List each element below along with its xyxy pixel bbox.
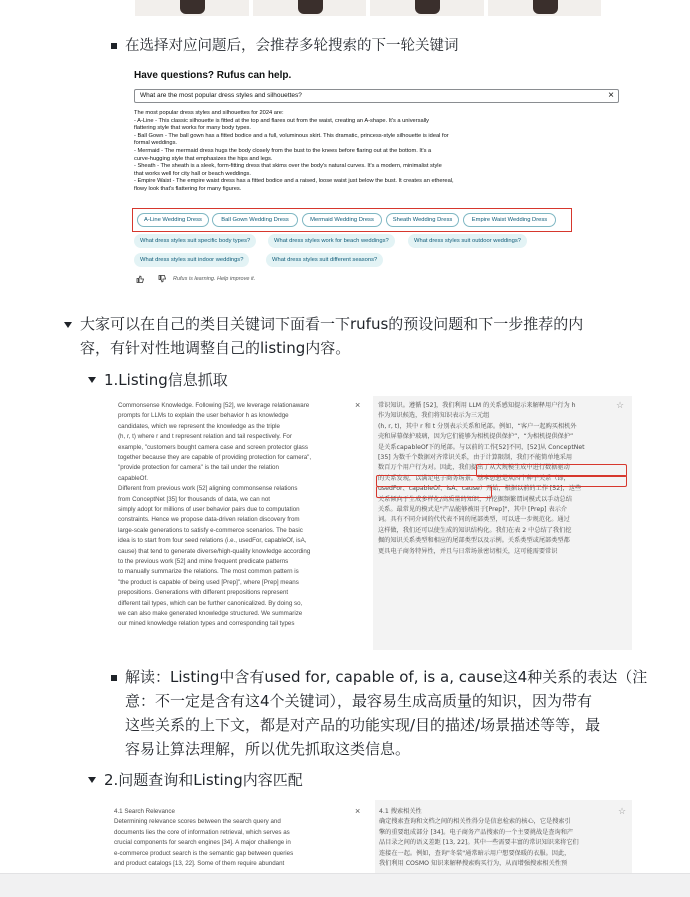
product-photo[interactable] <box>135 0 249 16</box>
paper-en-line: large-scale generations to satisfy e-commerce scenarios. The basic <box>118 526 303 534</box>
close-icon[interactable]: × <box>355 400 361 410</box>
paper-zh-line: 连接在一起。例如，查询"冬装"通常暗示用户想要保暖的衣服。因此， <box>379 849 571 857</box>
rufus-answer <box>134 110 474 194</box>
product-photo[interactable] <box>253 0 367 16</box>
answer-line: - Sheath - The sheath is a sleek, form-fitting dress that skims over the body's natural curves. It's a modern, minimalist style <box>134 163 442 170</box>
rufus-question-text: What are the most popular dress styles and silhouettes? <box>140 92 302 99</box>
paper-zh-line: 关系倾向于生成多样化/高质量的知识，并挖掘频繁谓词模式以手动总结 <box>378 495 572 503</box>
paper-en-line: different tail types, which can be further canonicalized. By doing so, <box>118 599 303 607</box>
paper-en-line: e-commerce product search is the semantic gap between queries <box>114 849 294 857</box>
paper-zh-line: usedFor、capableOf、isA、cause）开始，根据以前的工作 [52]，这些 <box>378 485 582 493</box>
paper-en-line: candidates, which we represent the knowledge as the triple <box>118 422 281 430</box>
answer-line: - Ball Gown - The ball gown has a fitted bodice and a full, voluminous skirt. This dramatic, princess-style silhouette is ideal for <box>134 132 449 139</box>
interp-line1: 解读：Listing中含有used for, capable of, is a, cause这4种关系的表达（注 <box>125 668 648 686</box>
collapse-triangle-icon[interactable] <box>88 377 96 383</box>
suggested-question[interactable]: What dress styles suit different seasons? <box>266 253 383 267</box>
paper-en-line: 4.1 Search Relevance <box>114 808 175 815</box>
paper-zh-line: 品目录之间的语义差距 [13, 22]。其中一些需要丰富的常识知识来将它们 <box>379 839 579 847</box>
paper-zh-line: 数百万个用户行为对。因此，我们提出了从大规模生成中进行数据驱动 <box>378 464 570 472</box>
rufus-screenshot <box>132 66 624 290</box>
feedback-text: Rufus is learning. Help improve it. <box>173 276 256 282</box>
paper-zh-line: 擎的重要组成部分 [34]。电子商务产品搜索的一个主要挑战是查询和产 <box>379 828 574 836</box>
thumbs-up-icon[interactable] <box>136 275 144 283</box>
interp-line4: 容易让算法理解，所以优先抓取这类信息。 <box>125 740 411 758</box>
rufus-bullet-text: 在选择对应问题后，会推荐多轮搜索的下一轮关键词 <box>125 38 459 54</box>
paper-en-line: constraints. Hence we propose data-driven relation discovery from <box>118 516 300 524</box>
paper-en-line: simply adopt for millions of user behavior pairs due to computation <box>118 506 300 513</box>
thumbs-down-icon[interactable] <box>158 275 166 283</box>
highlight-box <box>376 486 492 498</box>
paper-en-line: "provide protection for camera" is the tail under the relation <box>118 464 279 472</box>
paper-en-line: Different from previous work [52] aligning commonsense relations <box>118 485 298 493</box>
star-icon[interactable]: ☆ <box>618 806 627 816</box>
keyword-chip[interactable]: Sheath Wedding Dress <box>386 213 459 227</box>
suggested-question[interactable]: What dress styles suit specific body types? <box>134 234 256 248</box>
main-bullet-line1: 大家可以在自己的类目关键词下面看一下rufus的预设问题和下一步推荐的内 <box>80 315 584 333</box>
paper-zh-line: 4.1 搜索相关性 <box>379 808 422 815</box>
answer-line: flattering style that works for many body types. <box>134 125 251 132</box>
paper-zh-line: 的关系发现，以满足电子商务场景。基本思想是从四个种子关系（即， <box>378 474 570 482</box>
collapse-triangle-icon[interactable] <box>64 322 72 328</box>
heading-listing-capture: 1.Listing信息抓取 <box>104 371 228 389</box>
paper-en-line: crucial components for search engines [34]. A major challenge in <box>114 839 291 847</box>
paper-screenshot-2 <box>110 800 632 873</box>
paper-zh-line: 词。具有不同介词的代代表不同的尾部类型，可以进一步规范化。通过 <box>378 516 570 524</box>
paper-en-line: prompts for LLMs to explain the user behavior h as knowledge <box>118 412 289 420</box>
answer-line: curve-hugging style that emphasizes the hips and legs. <box>134 155 273 162</box>
rufus-question-input[interactable] <box>134 89 619 103</box>
paper-zh-line: 更具电子商务特异性，并且与日常场景密切相关，这可能需要常识 <box>378 547 558 555</box>
paper-zh-line: (h, r, t)，其中 r 和 t 分别表示关系和尾部。例如，“客户一起购买相机外 <box>378 422 577 430</box>
paper-en-line: cause) that tend to generate diverse/high-quality knowledge according <box>118 547 311 555</box>
paper-zh-line: [35] 为数千个数据对齐常识关系，由于计算限制，我们不能简单地采用 <box>378 454 573 461</box>
answer-line: formal weddings. <box>134 140 177 147</box>
paper-en-line: our mined knowledge relation types and corresponding tail types <box>118 620 295 628</box>
paper-zh-line: 是关系capableOf下的尾部。与以前的工作[52]不同，[52]从 ConceptNet <box>378 443 585 451</box>
product-photo[interactable] <box>488 0 602 16</box>
paper-en-line: capableOf. <box>118 474 148 482</box>
paper-zh-line: 作为知识候选，我们将知识表示为三元组 <box>378 412 490 420</box>
answer-line: The most popular dress styles and silhouettes for 2024 are: <box>134 110 284 116</box>
suggested-question[interactable]: What dress styles suit outdoor weddings? <box>408 234 527 248</box>
answer-line: that works well for city hall or beach weddings. <box>134 170 251 177</box>
paper-en-line: "the product is capable of being used [Prep]", where [Prep] means <box>118 578 299 586</box>
bullet-square <box>111 43 117 49</box>
paper-zh-line: 常识知识。遵循 [52]，我们利用 LLM 的关系感知提示来解释用户行为 h <box>378 402 576 409</box>
close-icon[interactable]: × <box>608 90 614 101</box>
paper-en-line: documents lies the core of information retrieval, which serves as <box>114 828 290 836</box>
answer-line: - Mermaid - The mermaid dress hugs the body closely from the bust to the knees before flaring out at the bottom. It's a <box>134 147 432 154</box>
product-photo-strip <box>135 0 601 16</box>
bottom-bar <box>0 873 690 897</box>
collapse-triangle-icon[interactable] <box>88 777 96 783</box>
suggested-question[interactable]: What dress styles suit indoor weddings? <box>134 253 249 267</box>
answer-line: - Empire Waist - The empire waist dress has a fitted bodice and a raised, loose waist just below the bust. It creates an ethereal, <box>134 178 454 185</box>
paper-en-line: Determining relevance scores between the search query and <box>114 818 281 826</box>
paper-zh-line: 壳和屏幕保护玻璃，因为它们能够为相机提供保护”，“为相机提供保护” <box>378 433 574 441</box>
bullet-square <box>111 675 117 681</box>
paper-en-line: to manually summarize the relations. The most common pattern is <box>118 568 299 576</box>
suggested-question[interactable]: What dress styles work for beach weddings? <box>268 234 395 248</box>
paper-zh-line: 这样做，我们还可以使生成的知识结构化。我们在表 2 中总结了我们挖 <box>378 526 572 534</box>
main-bullet-line2: 容，有针对性地调整自己的listing内容。 <box>80 339 351 357</box>
keyword-chip[interactable]: Ball Gown Wedding Dress <box>212 213 298 227</box>
star-icon[interactable]: ☆ <box>616 400 625 410</box>
paper-en-line: Commonsense Knowledge. Following [52], we leverage relationaware <box>118 402 310 409</box>
answer-line: - A-Line - This classic silhouette is fitted at the top and flares out from the waist, creating an A-shape. It's a universally <box>134 117 429 124</box>
interp-line2: 意：不一定是含有这4个关键词），最容易生成高质量的知识，因为带有 <box>125 692 593 710</box>
product-photo[interactable] <box>370 0 484 16</box>
close-icon[interactable]: × <box>355 806 361 816</box>
paper-en-line: idea is to start from four seed relations (i.e., usedFor, capableOf, isA, <box>118 537 307 545</box>
paper-zh-line: 确定搜索查询和文档之间的相关性得分是信息检索的核心，它是搜索引 <box>379 818 571 826</box>
paper-screenshot-1 <box>115 396 632 650</box>
paper-en-line: to the previous work [52] and mine frequent predicate patterns <box>118 558 289 565</box>
interp-line3: 这些关系的上下文，都是对产品的功能实现/目的描述/场景描述等等，最 <box>125 716 601 734</box>
keyword-chip[interactable]: Empire Waist Wedding Dress <box>463 213 556 227</box>
keyword-chip[interactable]: Mermaid Wedding Dress <box>302 213 382 227</box>
answer-line: flowy look that's flattering for many figures. <box>134 185 242 192</box>
paper-en-line: and product catalogs [13, 22]. Some of them require abundant <box>114 860 285 867</box>
paper-en-line: together because they are capable of providing protection for camera", <box>118 454 312 461</box>
paper-en-line: we can also make generated knowledge structured. We summarize <box>118 610 303 617</box>
heading-query-matching: 2.问题查询和Listing内容匹配 <box>104 771 303 789</box>
rufus-title: Have questions? Rufus can help. <box>134 70 292 81</box>
paper-en-line: prepositions. Generations with different prepositions represent <box>118 589 289 597</box>
keyword-chip[interactable]: A-Line Wedding Dress <box>137 213 209 227</box>
paper-zh-line: 关系。最常见的模式是"产品能够被用于[Prep]"，其中 [Prep] 表示介 <box>378 506 568 513</box>
paper-en-line: example, "customers bought camera case and screen protector glass <box>118 443 308 451</box>
paper-en-line: (h, r, t) where r and t represent relation and tail respectively. For <box>118 433 292 441</box>
paper-zh-line: 掘的知识关系类型和相应的尾部类型以及示例。关系类型或尾部类型都 <box>378 537 570 545</box>
paper-zh-line: 我们利用 COSMO 知识来解释搜索购买行为，从而增强搜索相关性预 <box>379 860 568 867</box>
paper-en-line: from ConceptNet [35] for thousands of data, we can not <box>118 495 271 503</box>
